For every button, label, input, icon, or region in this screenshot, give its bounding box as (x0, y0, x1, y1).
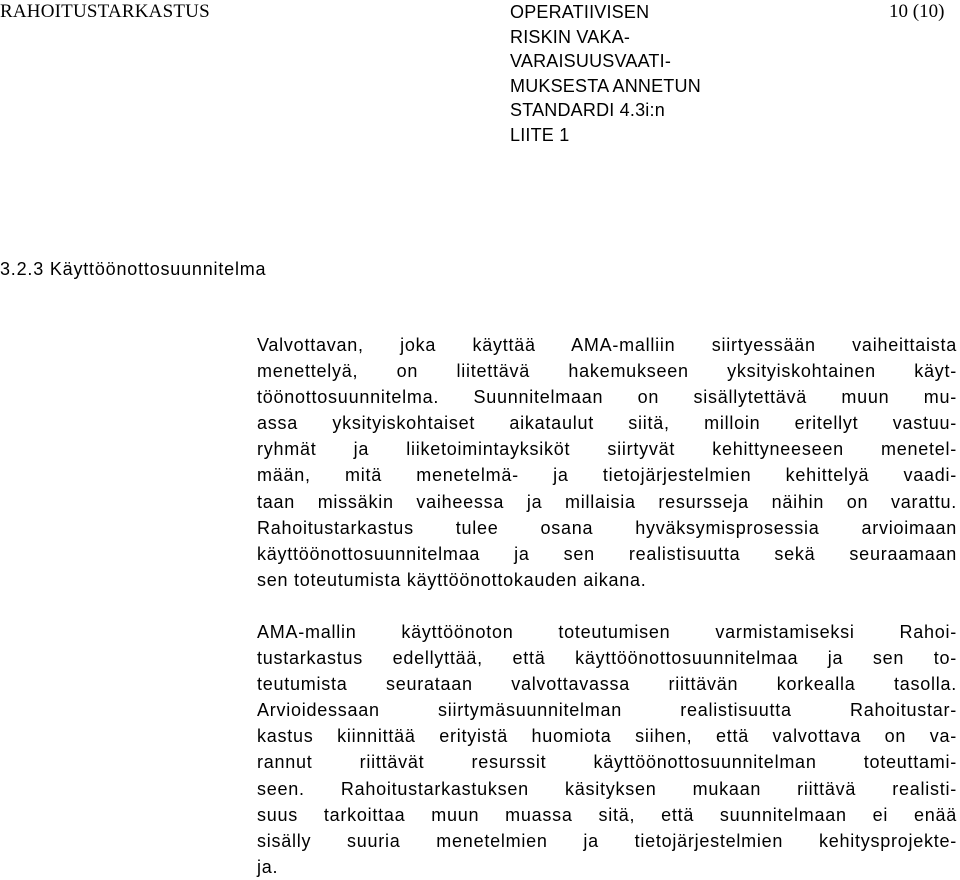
paragraph-line: tustarkastus edellyttää, että käyttöönottosuunnitelmaa ja sen to- (257, 648, 957, 669)
header-title-line: LIITE 1 (510, 124, 570, 145)
paragraph-line: mään, mitä menetelmä- ja tietojärjestelmien kehittelyä vaadi- (257, 465, 957, 486)
paragraph-line: suus tarkoittaa muun muassa sitä, että suunnitelmaan ei enää (257, 804, 957, 825)
paragraph-line: ryhmät ja liiketoimintayksiköt siirtyvät kehittyneeseen menetel- (257, 439, 957, 460)
paragraph-line: Valvottavan, joka käyttää AMA-malliin siirtyessään vaiheittaista (257, 335, 957, 355)
paragraph-line: kastus kiinnittää erityistä huomiota siihen, että valvottava on va- (257, 726, 957, 747)
paragraph-line: Arvioidessaan siirtymäsuunnitelman realistisuutta Rahoitustar- (257, 700, 957, 721)
paragraph-line: käyttöönottosuunnitelmaa ja sen realistisuutta sekä seuraamaan (257, 543, 957, 564)
header-title-line: OPERATIIVISEN (510, 2, 650, 22)
paragraph-line: menettelyä, on liitettävä hakemukseen yksityiskohtainen käyt- (257, 361, 957, 382)
page-number: 10 (10) (889, 1, 945, 22)
paragraph-line: taan missäkin vaiheessa ja millaisia resursseja näihin on varattu. (257, 491, 957, 512)
paragraph-line: teutumista seurataan valvottavassa riittävän korkealla tasolla. (257, 674, 957, 695)
header-document-title (510, 0, 701, 147)
paragraph-line: sisälly suuria menetelmien ja tietojärjestelmien kehitysprojekte- (257, 830, 957, 851)
section-heading: 3.2.3 Käyttöönottosuunnitelma (0, 259, 267, 279)
paragraph-line: rannut riittävät resurssit käyttöönottosuunnitelman toteuttami- (257, 752, 957, 773)
header-title-line: VARAISUUSVAATI- (510, 51, 672, 71)
header-title-line: STANDARDI 4.3i:n (510, 100, 665, 120)
paragraph (257, 332, 957, 593)
paragraph-line: töönottosuunnitelma. Suunnitelmaan on sisällytettävä muun mu- (257, 387, 957, 408)
paragraph-line: seen. Rahoitustarkastuksen käsityksen mukaan riittävä realisti- (257, 778, 957, 799)
paragraph-line: ja. (257, 856, 279, 877)
paragraph-line: assa yksityiskohtaiset aikataulut siitä, milloin eritellyt vastuu- (257, 413, 957, 434)
header-title-line: RISKIN VAKA- (510, 26, 631, 47)
paragraph-line: sen toteutumista käyttöönottokauden aikana. (257, 569, 647, 590)
paragraph-line: Rahoitustarkastus tulee osana hyväksymisprosessia arvioimaan (257, 517, 957, 538)
header-organization-title: RAHOITUSTARKASTUS (0, 1, 210, 22)
paragraph-line: AMA-mallin käyttöönoton toteutumisen varmistamiseksi Rahoi- (257, 622, 957, 642)
header-title-line: MUKSESTA ANNETUN (510, 75, 701, 96)
paragraph (257, 619, 957, 880)
